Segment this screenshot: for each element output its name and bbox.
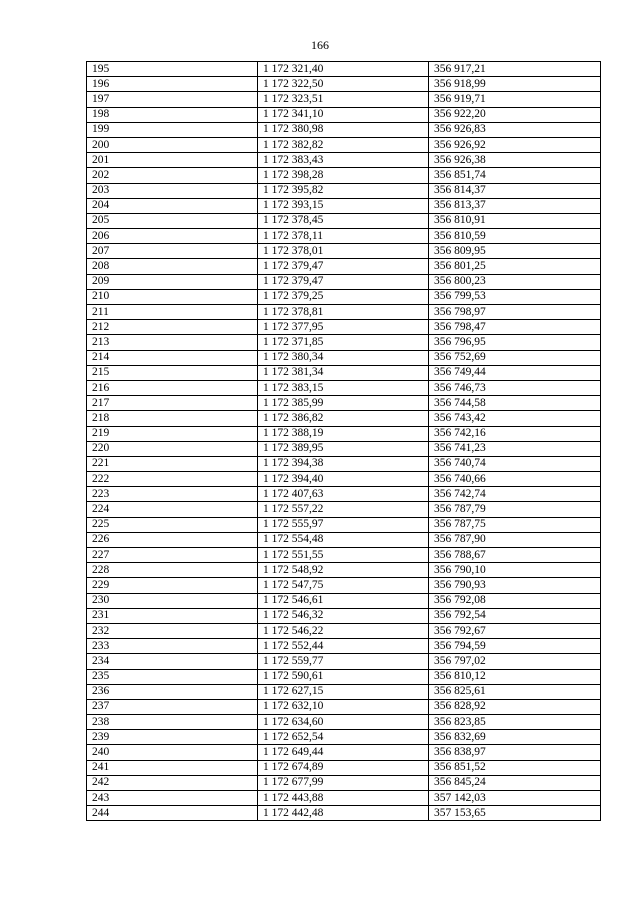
table-row — [87, 699, 601, 714]
y-coordinate-cell: 356 922,20 — [429, 107, 601, 122]
x-coordinate-cell: 1 172 547,75 — [258, 578, 429, 593]
table-row — [87, 274, 601, 289]
y-coordinate-cell: 356 797,02 — [429, 654, 601, 669]
table-row — [87, 335, 601, 350]
point-number-cell: 232 — [87, 623, 258, 638]
x-coordinate-cell: 1 172 393,15 — [258, 198, 429, 213]
point-number-cell: 211 — [87, 305, 258, 320]
y-coordinate-cell: 356 823,85 — [429, 715, 601, 730]
y-coordinate-cell: 356 752,69 — [429, 350, 601, 365]
y-coordinate-cell: 356 838,97 — [429, 745, 601, 760]
table-row — [87, 289, 601, 304]
page-number: 166 — [311, 38, 329, 52]
table-row — [87, 791, 601, 806]
x-coordinate-cell: 1 172 394,40 — [258, 472, 429, 487]
table-row — [87, 608, 601, 623]
point-number-cell: 210 — [87, 289, 258, 304]
point-number-cell: 215 — [87, 365, 258, 380]
table-row — [87, 502, 601, 517]
point-number-cell: 195 — [87, 62, 258, 77]
table-row — [87, 198, 601, 213]
x-coordinate-cell: 1 172 674,89 — [258, 760, 429, 775]
y-coordinate-cell: 356 825,61 — [429, 684, 601, 699]
table-row — [87, 548, 601, 563]
table-row — [87, 229, 601, 244]
x-coordinate-cell: 1 172 379,25 — [258, 289, 429, 304]
table-row — [87, 107, 601, 122]
table-row — [87, 745, 601, 760]
x-coordinate-cell: 1 172 389,95 — [258, 441, 429, 456]
x-coordinate-cell: 1 172 398,28 — [258, 168, 429, 183]
y-coordinate-cell: 356 740,66 — [429, 472, 601, 487]
point-number-cell: 217 — [87, 396, 258, 411]
y-coordinate-cell: 356 792,54 — [429, 608, 601, 623]
table-row — [87, 62, 601, 77]
table-row — [87, 426, 601, 441]
point-number-cell: 220 — [87, 441, 258, 456]
table-row — [87, 684, 601, 699]
y-coordinate-cell: 356 794,59 — [429, 639, 601, 654]
table-row — [87, 168, 601, 183]
y-coordinate-cell: 356 801,25 — [429, 259, 601, 274]
y-coordinate-cell: 357 142,03 — [429, 791, 601, 806]
y-coordinate-cell: 356 743,42 — [429, 411, 601, 426]
x-coordinate-cell: 1 172 323,51 — [258, 92, 429, 107]
y-coordinate-cell: 356 926,38 — [429, 153, 601, 168]
x-coordinate-cell: 1 172 546,22 — [258, 623, 429, 638]
table-row — [87, 153, 601, 168]
table-row — [87, 654, 601, 669]
point-number-cell: 205 — [87, 213, 258, 228]
table-row — [87, 578, 601, 593]
x-coordinate-cell: 1 172 634,60 — [258, 715, 429, 730]
table-row — [87, 320, 601, 335]
point-number-cell: 216 — [87, 380, 258, 395]
point-number-cell: 197 — [87, 92, 258, 107]
x-coordinate-cell: 1 172 546,32 — [258, 608, 429, 623]
table-row — [87, 806, 601, 821]
x-coordinate-cell: 1 172 380,34 — [258, 350, 429, 365]
x-coordinate-cell: 1 172 590,61 — [258, 669, 429, 684]
x-coordinate-cell: 1 172 379,47 — [258, 274, 429, 289]
table-row — [87, 623, 601, 638]
x-coordinate-cell: 1 172 559,77 — [258, 654, 429, 669]
y-coordinate-cell: 356 798,97 — [429, 305, 601, 320]
table-row — [87, 396, 601, 411]
point-number-cell: 208 — [87, 259, 258, 274]
y-coordinate-cell: 356 917,21 — [429, 62, 601, 77]
y-coordinate-cell: 356 800,23 — [429, 274, 601, 289]
table-row — [87, 183, 601, 198]
y-coordinate-cell: 356 810,59 — [429, 229, 601, 244]
y-coordinate-cell: 356 918,99 — [429, 77, 601, 92]
x-coordinate-cell: 1 172 383,15 — [258, 380, 429, 395]
table-row — [87, 244, 601, 259]
point-number-cell: 206 — [87, 229, 258, 244]
x-coordinate-cell: 1 172 382,82 — [258, 137, 429, 152]
y-coordinate-cell: 356 832,69 — [429, 730, 601, 745]
x-coordinate-cell: 1 172 443,88 — [258, 791, 429, 806]
point-number-cell: 244 — [87, 806, 258, 821]
y-coordinate-cell: 356 851,52 — [429, 760, 601, 775]
table-row — [87, 669, 601, 684]
y-coordinate-cell: 356 742,74 — [429, 487, 601, 502]
x-coordinate-cell: 1 172 554,48 — [258, 532, 429, 547]
point-number-cell: 203 — [87, 183, 258, 198]
point-number-cell: 234 — [87, 654, 258, 669]
y-coordinate-cell: 356 813,37 — [429, 198, 601, 213]
point-number-cell: 239 — [87, 730, 258, 745]
y-coordinate-cell: 356 796,95 — [429, 335, 601, 350]
y-coordinate-cell: 356 746,73 — [429, 380, 601, 395]
point-number-cell: 230 — [87, 593, 258, 608]
y-coordinate-cell: 357 153,65 — [429, 806, 601, 821]
point-number-cell: 242 — [87, 775, 258, 790]
point-number-cell: 228 — [87, 563, 258, 578]
table-row — [87, 137, 601, 152]
y-coordinate-cell: 356 851,74 — [429, 168, 601, 183]
table-row — [87, 472, 601, 487]
table-row — [87, 259, 601, 274]
x-coordinate-cell: 1 172 551,55 — [258, 548, 429, 563]
point-number-cell: 199 — [87, 122, 258, 137]
y-coordinate-cell: 356 792,67 — [429, 623, 601, 638]
y-coordinate-cell: 356 845,24 — [429, 775, 601, 790]
table-row — [87, 411, 601, 426]
x-coordinate-cell: 1 172 341,10 — [258, 107, 429, 122]
x-coordinate-cell: 1 172 632,10 — [258, 699, 429, 714]
x-coordinate-cell: 1 172 388,19 — [258, 426, 429, 441]
x-coordinate-cell: 1 172 395,82 — [258, 183, 429, 198]
x-coordinate-cell: 1 172 321,40 — [258, 62, 429, 77]
table-row — [87, 305, 601, 320]
x-coordinate-cell: 1 172 386,82 — [258, 411, 429, 426]
table-row — [87, 365, 601, 380]
x-coordinate-cell: 1 172 652,54 — [258, 730, 429, 745]
x-coordinate-cell: 1 172 381,34 — [258, 365, 429, 380]
point-number-cell: 204 — [87, 198, 258, 213]
table-row — [87, 730, 601, 745]
point-number-cell: 207 — [87, 244, 258, 259]
table-row — [87, 760, 601, 775]
x-coordinate-cell: 1 172 378,45 — [258, 213, 429, 228]
point-number-cell: 241 — [87, 760, 258, 775]
x-coordinate-cell: 1 172 383,43 — [258, 153, 429, 168]
point-number-cell: 235 — [87, 669, 258, 684]
table-row — [87, 517, 601, 532]
point-number-cell: 224 — [87, 502, 258, 517]
x-coordinate-cell: 1 172 371,85 — [258, 335, 429, 350]
y-coordinate-cell: 356 926,92 — [429, 137, 601, 152]
table-row — [87, 593, 601, 608]
y-coordinate-cell: 356 926,83 — [429, 122, 601, 137]
x-coordinate-cell: 1 172 378,01 — [258, 244, 429, 259]
x-coordinate-cell: 1 172 548,92 — [258, 563, 429, 578]
x-coordinate-cell: 1 172 627,15 — [258, 684, 429, 699]
x-coordinate-cell: 1 172 552,44 — [258, 639, 429, 654]
x-coordinate-cell: 1 172 555,97 — [258, 517, 429, 532]
coordinates-table-body — [87, 62, 601, 821]
point-number-cell: 209 — [87, 274, 258, 289]
y-coordinate-cell: 356 809,95 — [429, 244, 601, 259]
y-coordinate-cell: 356 792,08 — [429, 593, 601, 608]
x-coordinate-cell: 1 172 442,48 — [258, 806, 429, 821]
y-coordinate-cell: 356 798,47 — [429, 320, 601, 335]
y-coordinate-cell: 356 741,23 — [429, 441, 601, 456]
point-number-cell: 201 — [87, 153, 258, 168]
y-coordinate-cell: 356 788,67 — [429, 548, 601, 563]
point-number-cell: 238 — [87, 715, 258, 730]
point-number-cell: 229 — [87, 578, 258, 593]
x-coordinate-cell: 1 172 394,38 — [258, 456, 429, 471]
x-coordinate-cell: 1 172 379,47 — [258, 259, 429, 274]
point-number-cell: 236 — [87, 684, 258, 699]
x-coordinate-cell: 1 172 377,95 — [258, 320, 429, 335]
y-coordinate-cell: 356 787,75 — [429, 517, 601, 532]
point-number-cell: 222 — [87, 472, 258, 487]
x-coordinate-cell: 1 172 380,98 — [258, 122, 429, 137]
point-number-cell: 233 — [87, 639, 258, 654]
table-row — [87, 122, 601, 137]
y-coordinate-cell: 356 814,37 — [429, 183, 601, 198]
point-number-cell: 212 — [87, 320, 258, 335]
y-coordinate-cell: 356 744,58 — [429, 396, 601, 411]
point-number-cell: 237 — [87, 699, 258, 714]
table-row — [87, 456, 601, 471]
y-coordinate-cell: 356 790,93 — [429, 578, 601, 593]
point-number-cell: 227 — [87, 548, 258, 563]
x-coordinate-cell: 1 172 322,50 — [258, 77, 429, 92]
x-coordinate-cell: 1 172 557,22 — [258, 502, 429, 517]
y-coordinate-cell: 356 787,90 — [429, 532, 601, 547]
point-number-cell: 202 — [87, 168, 258, 183]
table-row — [87, 213, 601, 228]
y-coordinate-cell: 356 749,44 — [429, 365, 601, 380]
y-coordinate-cell: 356 828,92 — [429, 699, 601, 714]
table-row — [87, 380, 601, 395]
point-number-cell: 213 — [87, 335, 258, 350]
y-coordinate-cell: 356 740,74 — [429, 456, 601, 471]
point-number-cell: 214 — [87, 350, 258, 365]
y-coordinate-cell: 356 790,10 — [429, 563, 601, 578]
point-number-cell: 198 — [87, 107, 258, 122]
x-coordinate-cell: 1 172 378,81 — [258, 305, 429, 320]
point-number-cell: 200 — [87, 137, 258, 152]
table-row — [87, 715, 601, 730]
point-number-cell: 225 — [87, 517, 258, 532]
y-coordinate-cell: 356 799,53 — [429, 289, 601, 304]
table-row — [87, 775, 601, 790]
point-number-cell: 218 — [87, 411, 258, 426]
table-row — [87, 441, 601, 456]
point-number-cell: 196 — [87, 77, 258, 92]
table-row — [87, 350, 601, 365]
table-row — [87, 77, 601, 92]
y-coordinate-cell: 356 787,79 — [429, 502, 601, 517]
table-row — [87, 487, 601, 502]
y-coordinate-cell: 356 919,71 — [429, 92, 601, 107]
y-coordinate-cell: 356 810,91 — [429, 213, 601, 228]
table-row — [87, 563, 601, 578]
x-coordinate-cell: 1 172 407,63 — [258, 487, 429, 502]
table-row — [87, 92, 601, 107]
x-coordinate-cell: 1 172 385,99 — [258, 396, 429, 411]
point-number-cell: 219 — [87, 426, 258, 441]
point-number-cell: 243 — [87, 791, 258, 806]
point-number-cell: 231 — [87, 608, 258, 623]
y-coordinate-cell: 356 810,12 — [429, 669, 601, 684]
point-number-cell: 223 — [87, 487, 258, 502]
x-coordinate-cell: 1 172 649,44 — [258, 745, 429, 760]
table-row — [87, 532, 601, 547]
point-number-cell: 221 — [87, 456, 258, 471]
table-row — [87, 639, 601, 654]
point-number-cell: 240 — [87, 745, 258, 760]
x-coordinate-cell: 1 172 546,61 — [258, 593, 429, 608]
coordinates-table — [86, 61, 601, 821]
x-coordinate-cell: 1 172 378,11 — [258, 229, 429, 244]
x-coordinate-cell: 1 172 677,99 — [258, 775, 429, 790]
y-coordinate-cell: 356 742,16 — [429, 426, 601, 441]
point-number-cell: 226 — [87, 532, 258, 547]
